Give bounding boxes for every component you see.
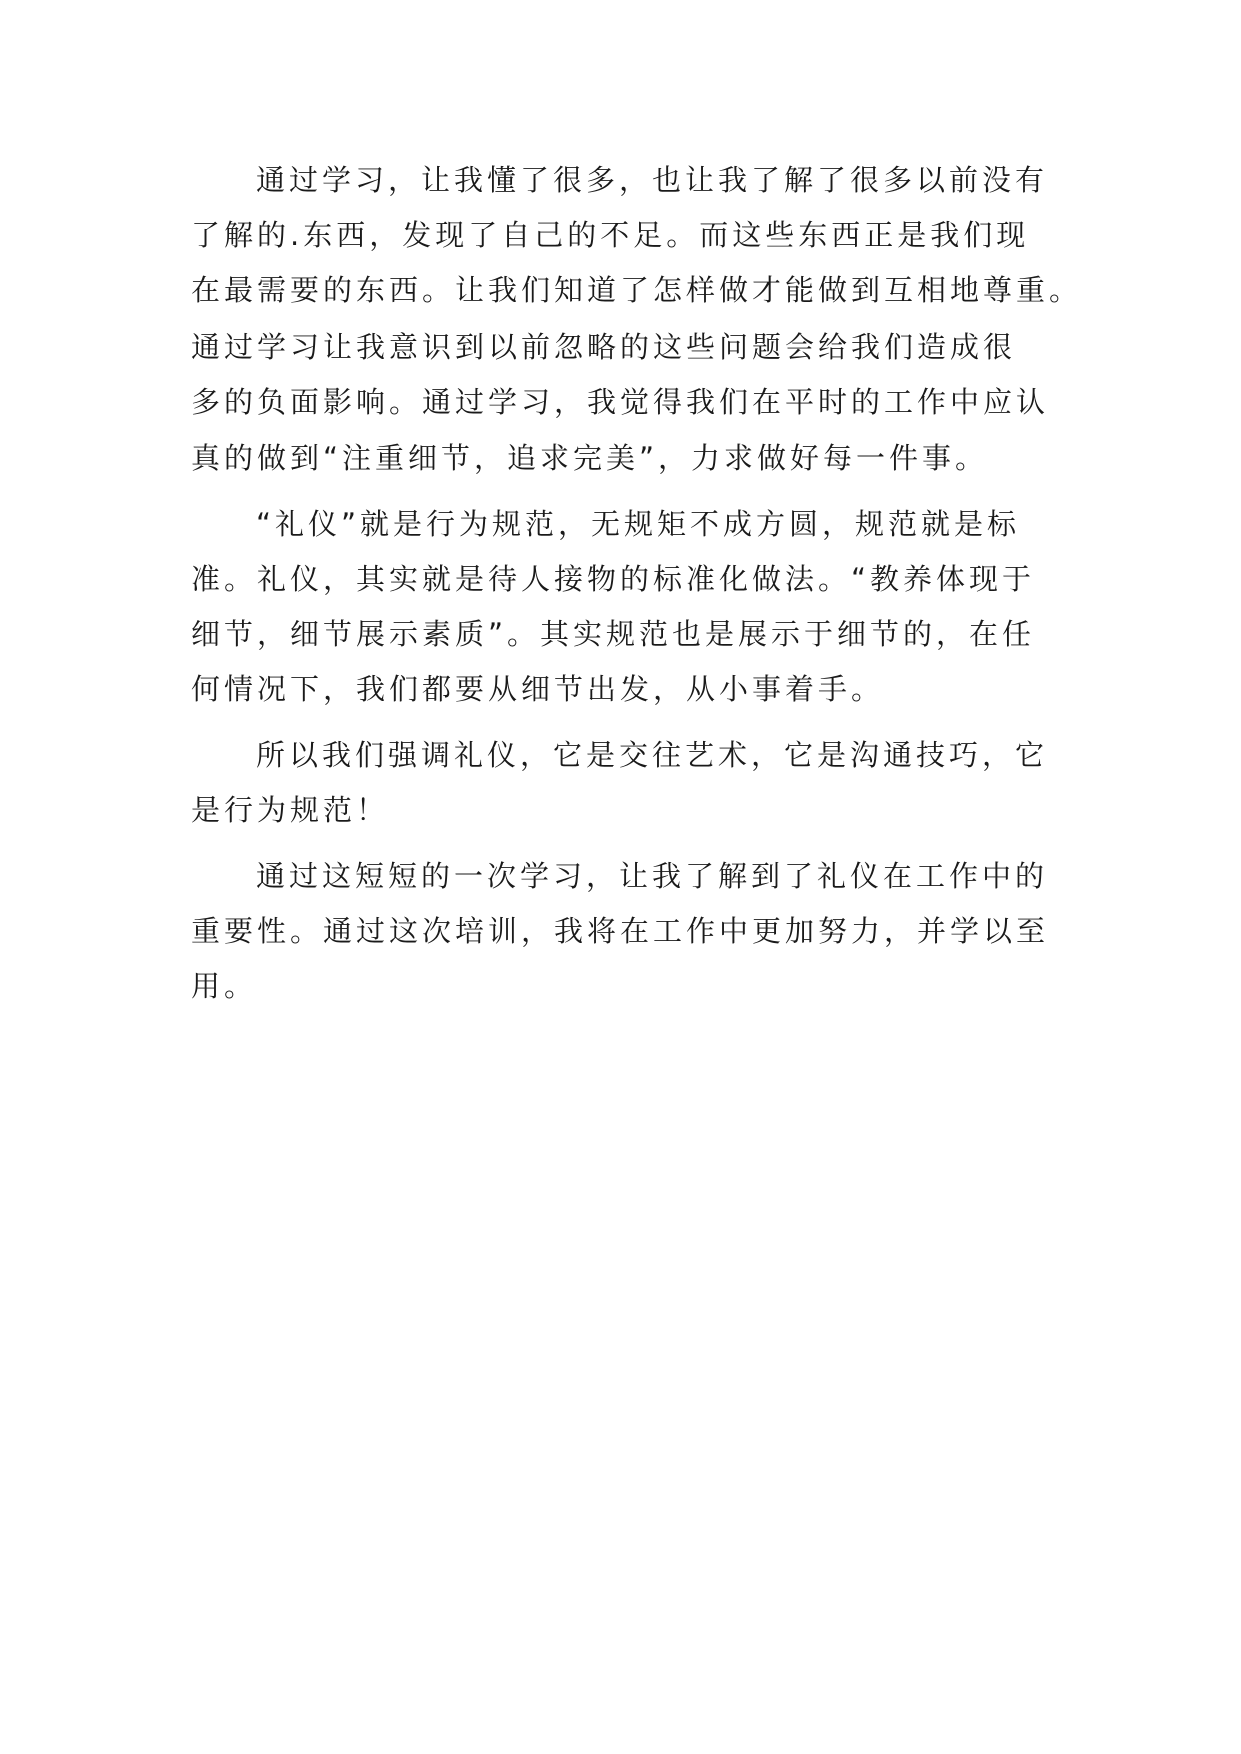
text-line: 何情况下，我们都要从细节出发，从小事着手。 (191, 672, 885, 706)
text-line: 了解的.东西，发现了自己的不足。而这些东西正是我们现 (191, 218, 1030, 252)
text-line: 所以我们强调礼仪，它是交往艺术，它是沟通技巧，它 (256, 738, 1049, 772)
text-line: 在最需要的东西。让我们知道了怎样做才能做到互相地尊重。 (191, 273, 1083, 307)
text-line: 是行为规范！ (191, 793, 390, 827)
text-line: 多的负面影响。通过学习，我觉得我们在平时的工作中应认 (191, 385, 1050, 419)
text-line: 准。礼仪，其实就是待人接物的标准化做法。“教养体现于 (191, 562, 1036, 596)
text-line: “礼仪”就是行为规范，无规矩不成方圆，规范就是标 (256, 507, 1021, 541)
text-line: 细节，细节展示素质”。其实规范也是展示于细节的，在任 (191, 617, 1036, 651)
text-line: 通过这短短的一次学习，让我了解到了礼仪在工作中的 (256, 859, 1049, 893)
text-line: 通过学习，让我懂了很多，也让我了解了很多以前没有 (256, 163, 1049, 197)
text-line: 真的做到“注重细节，追求完美”，力求做好每一件事。 (191, 441, 989, 475)
text-line: 重要性。通过这次培训，我将在工作中更加努力，并学以至 (191, 914, 1050, 948)
text-line: 通过学习让我意识到以前忽略的这些问题会给我们造成很 (191, 330, 1017, 364)
text-line: 用。 (191, 969, 258, 1003)
